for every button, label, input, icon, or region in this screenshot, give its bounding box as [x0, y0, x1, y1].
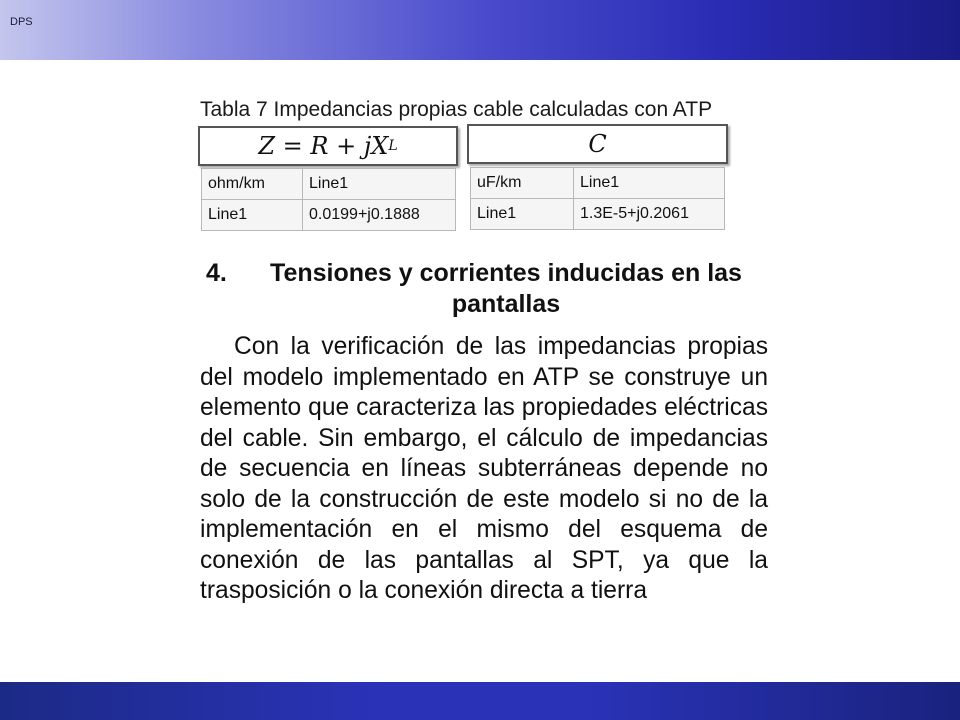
capacitance-formula [467, 124, 728, 164]
formula-c: C [588, 130, 607, 158]
formula-r: R [310, 132, 329, 160]
impedance-table-clip [198, 164, 456, 236]
capacitance-table-clip [467, 163, 725, 235]
brand-label: DPS [10, 16, 33, 28]
formula-jx: jX [363, 132, 389, 160]
table-cell: 0.0199+j0.1888 [303, 200, 456, 231]
table-cell: Line1 [303, 169, 456, 200]
formula-z: Z [258, 132, 276, 160]
impedance-formula [198, 126, 458, 166]
table-row [471, 168, 725, 199]
table-cell: 1.3E-5+j0.2061 [574, 199, 725, 230]
table-row [202, 200, 456, 231]
header-bar [0, 0, 960, 60]
formula-subscript: L [388, 138, 398, 154]
table-cell: Line1 [471, 199, 574, 230]
table-cell: Line1 [202, 200, 303, 231]
table-cell: ohm/km [202, 169, 303, 200]
formula-plus: + [328, 132, 364, 160]
formula-equals: = [275, 132, 311, 160]
table-cell: Line1 [574, 168, 725, 199]
table-row [202, 169, 456, 200]
table-row [471, 199, 725, 230]
capacitance-table [470, 167, 725, 230]
section-title: Tensiones y corrientes inducidas en las pantallas [270, 259, 742, 318]
footer-bar [0, 682, 960, 720]
impedance-table [201, 168, 456, 231]
body-paragraph: Con la verificación de las impedancias propias del modelo implementado en ATP se construye un elemento que caracteriza las propiedades eléctricas del cable. Sin embargo, el cálculo de impedancias de secuencia en líneas subterráneas depende no solo de la construcción de este modelo si no de la implementación en el mismo del esquema de conexión de las pantallas al SPT, ya que la trasposición o la conexión directa a tierra [200, 333, 768, 604]
section-number: 4. [206, 259, 227, 287]
table-cell: uF/km [471, 168, 574, 199]
section-heading [200, 258, 770, 320]
table-caption: Tabla 7 Impedancias propias cable calculadas con ATP [200, 98, 713, 121]
